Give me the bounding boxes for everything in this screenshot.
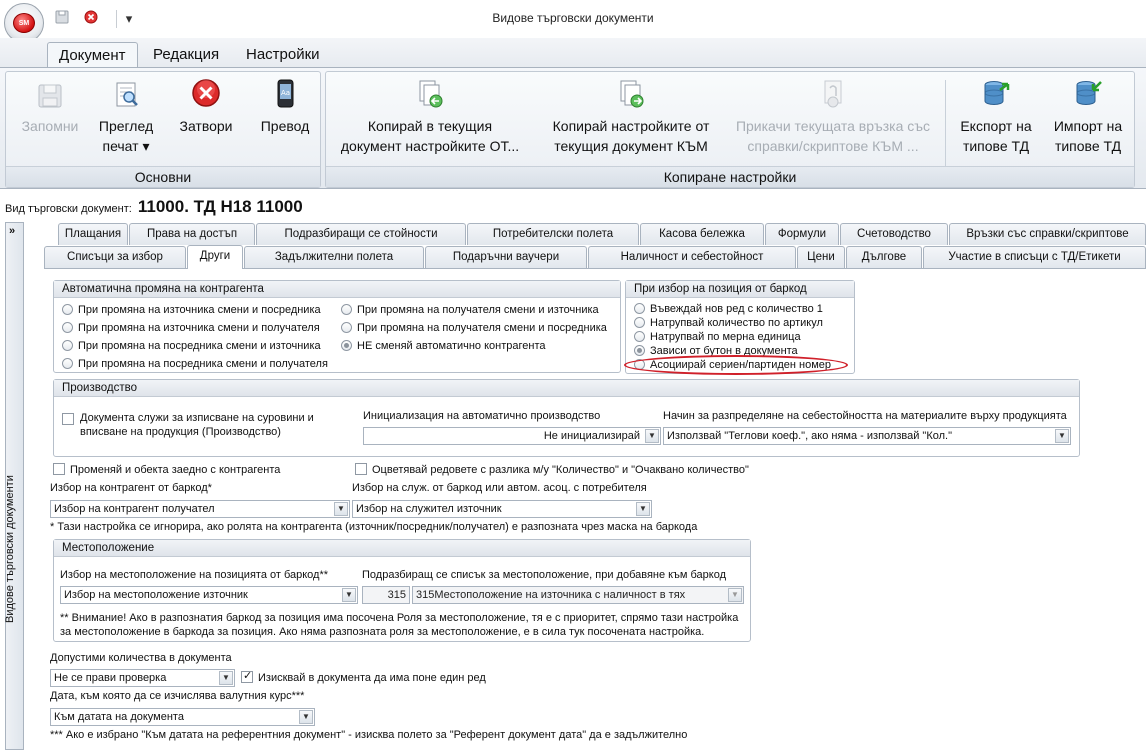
radio-label: При промяна на посредника смени и източника — [78, 340, 321, 352]
quantities-select[interactable] — [50, 669, 235, 687]
chevron-down-icon[interactable]: ▼ — [334, 502, 348, 516]
location-title: Местоположение — [54, 540, 750, 557]
radio-label: При промяна на получателя смени и източника — [357, 304, 599, 316]
radio-button[interactable] — [62, 358, 73, 369]
location-note-line2: за местоположение в баркода за позиция. Ако няма разпозната роля за местоположение, е в сила тук посочената настройка. — [60, 626, 705, 638]
attach-link-label2: справки/скриптове КЪМ ... — [747, 138, 919, 154]
close-icon — [189, 76, 223, 110]
ribbon-group-copy — [325, 71, 1135, 188]
checkbox[interactable] — [62, 413, 74, 425]
save-button[interactable] — [10, 76, 90, 136]
checkbox[interactable] — [53, 463, 65, 475]
ribbon-separator — [945, 80, 946, 166]
tab-accounting[interactable]: Счетоводство — [840, 223, 948, 245]
attach-link-label1: Прикачи текущата връзка със — [735, 118, 931, 134]
radio-label: При промяна на източника смени и получателя — [78, 322, 320, 334]
quantities-label: Допустими количества в документа — [50, 652, 232, 664]
barcode-employee-select[interactable] — [352, 500, 652, 518]
cost-distribution-select[interactable] — [663, 427, 1071, 445]
window-title: Видове търговски документи — [492, 11, 654, 25]
tab-report-links[interactable]: Връзки със справки/скриптове — [949, 223, 1146, 245]
rate-date-label: Дата, към която да се изчислява валутния курс*** — [50, 690, 305, 702]
copy-to-icon — [614, 76, 648, 110]
radio-mid-changes-src[interactable] — [62, 339, 321, 355]
location-pos-select[interactable] — [60, 586, 358, 604]
chevron-down-icon[interactable]: ▼ — [1055, 429, 1069, 443]
radio-label: При промяна на източника смени и посредника — [78, 304, 321, 316]
radio-button[interactable] — [634, 317, 645, 328]
select-value: Не инициализирай — [543, 430, 640, 442]
radio-rcv-changes-src[interactable] — [341, 303, 599, 319]
tab-gift-vouchers[interactable]: Подаръчни ваучери — [425, 246, 587, 268]
tab-default-values[interactable]: Подразбиращи се стойности — [256, 223, 466, 245]
menu-tab-edit[interactable]: Редакция — [153, 46, 220, 63]
tab-availability-cost[interactable]: Наличност и себестойност — [588, 246, 796, 268]
translate-button[interactable] — [250, 76, 320, 136]
copy-to-button[interactable] — [536, 76, 726, 156]
radio-button[interactable] — [62, 304, 73, 315]
tab-user-fields[interactable]: Потребителски полета — [467, 223, 639, 245]
checkbox[interactable] — [241, 671, 253, 683]
save-button-label: Запомни — [21, 118, 79, 134]
print-preview-button[interactable] — [90, 76, 162, 156]
copy-from-icon — [413, 76, 447, 110]
change-object-check[interactable] — [53, 463, 280, 476]
radio-label: НЕ сменяй автоматично контрагента — [357, 340, 546, 352]
chevron-down-icon[interactable]: ▼ — [636, 502, 650, 516]
import-types-label1: Импорт на — [1053, 118, 1123, 134]
auto-partner-title: Автоматична промяна на контрагента — [54, 281, 620, 298]
print-preview-label1: Преглед — [98, 118, 154, 134]
production-checkbox-label1: Документа служи за изписване на суровини и — [80, 412, 314, 424]
checkbox[interactable] — [355, 463, 367, 475]
side-panel-title: Видове търговски документи — [4, 475, 16, 623]
ribbon-group-main-label: Основни — [6, 166, 320, 187]
radio-label: Зависи от бутон в документа — [650, 345, 798, 357]
print-preview-label2: печат ▾ — [102, 138, 150, 154]
select-value: Избор на служител източник — [356, 503, 502, 515]
init-production-label: Инициализация на автоматично производство — [363, 410, 601, 422]
chevron-down-icon[interactable]: ▼ — [219, 671, 233, 685]
radio-label: При промяна на посредника смени и получателя — [78, 358, 328, 370]
location-group — [53, 539, 751, 642]
tab-required-fields[interactable]: Задължителни полета — [244, 246, 424, 268]
production-checkbox[interactable] — [62, 412, 79, 426]
tab-pick-lists[interactable]: Списъци за избор — [44, 246, 186, 268]
translate-phone-icon — [268, 76, 302, 110]
radio-button[interactable] — [634, 303, 645, 314]
location-pos-label: Избор на местоположение на позицията от баркод** — [60, 569, 329, 581]
barcode-partner-label: Избор на контрагент от баркод* — [50, 482, 212, 494]
title-bar — [0, 0, 1146, 38]
close-button[interactable] — [166, 76, 246, 136]
radio-mid-changes-rcv[interactable] — [62, 357, 328, 373]
export-types-label1: Експорт на — [960, 118, 1032, 134]
menu-bar — [0, 38, 1146, 68]
radio-no-auto-change[interactable] — [341, 339, 546, 355]
ribbon-group-main — [5, 71, 321, 188]
radio-button[interactable] — [634, 331, 645, 342]
attach-link-button[interactable] — [726, 76, 940, 156]
barcode-position-group — [625, 280, 855, 374]
qat-customize-icon[interactable]: ▾ — [125, 11, 133, 26]
barcode-position-title: При избор на позиция от баркод — [626, 281, 854, 298]
radio-label: При промяна на получателя смени и посредника — [357, 322, 607, 334]
location-note-line1: ** Внимание! Ако в разпознатия баркод за позиция има посочена Роля за местоположение, тя е с приоритет, спрямо тази настройка — [60, 612, 739, 624]
require-row-check[interactable] — [241, 671, 486, 684]
save-disk-icon — [33, 76, 67, 110]
production-title: Производство — [54, 380, 1079, 397]
copy-from-label1: Копирай в текущия — [367, 118, 493, 134]
radio-button[interactable] — [62, 322, 73, 333]
import-types-button[interactable] — [1043, 76, 1133, 156]
checkbox-label: Променяй и обекта заедно с контрагента — [70, 464, 281, 476]
doc-type-line — [5, 197, 303, 217]
copy-to-label2: текущия документ КЪМ — [554, 138, 708, 154]
menu-tab-document[interactable]: Документ — [47, 42, 138, 69]
select-value: Избор на местоположение източник — [64, 589, 248, 601]
chevron-down-icon[interactable]: ▼ — [342, 588, 356, 602]
radio-label: Натрупвай количество по артикул — [650, 317, 823, 329]
side-panel[interactable] — [5, 222, 24, 750]
select-value: Използвай "Теглови коеф.", ако няма - използвай "Кол." — [667, 430, 952, 442]
select-value: Избор на контрагент получател — [54, 503, 215, 515]
rate-date-select[interactable] — [50, 708, 315, 726]
chevron-down-icon[interactable]: ▼ — [645, 429, 659, 443]
radio-label: Натрупвай по мерна единица — [650, 331, 801, 343]
doc-type-label: Вид търговски документ: — [5, 203, 132, 215]
radio-button[interactable] — [341, 340, 352, 351]
barcode-employee-label: Избор на служ. от баркод или автом. асоц. с потребителя — [352, 482, 647, 494]
expand-chevron-icon[interactable]: » — [9, 225, 16, 237]
colorize-rows-check[interactable] — [355, 463, 749, 476]
chevron-down-icon[interactable]: ▼ — [299, 710, 313, 724]
tab-doc-lists-labels[interactable]: Участие в списъци с ТД/Етикети — [923, 246, 1146, 268]
init-production-select[interactable] — [363, 427, 661, 445]
ribbon-group-copy-label: Копиране настройки — [326, 166, 1134, 187]
radio-button[interactable] — [62, 340, 73, 351]
tab-prices[interactable]: Цени — [797, 246, 845, 268]
location-list-code[interactable]: 315 — [362, 586, 410, 604]
radio-src-changes-rcv[interactable] — [62, 321, 320, 337]
production-group — [53, 379, 1080, 457]
export-db-icon — [979, 76, 1013, 110]
select-value: 315Местоположение на източника с наличност в тях — [416, 589, 686, 601]
svg-text:Aa: Aa — [281, 89, 291, 97]
radio-button[interactable] — [634, 345, 645, 356]
cost-distribution-label: Начин за разпределяне на себестойността на материалите върху продукцията — [663, 410, 1067, 422]
radio-label: Асоциирай сериен/партиден номер — [650, 359, 832, 371]
translate-button-label: Превод — [260, 118, 310, 134]
export-types-label2: типове ТД — [962, 138, 1030, 154]
highlight-annotation — [624, 355, 848, 375]
checkbox-label: Оцветявай редовете с разлика м/у "Количество" и "Очаквано количество" — [372, 464, 749, 476]
radio-rcv-changes-mid[interactable] — [341, 321, 607, 337]
tab-debts[interactable]: Дългове — [846, 246, 922, 268]
ribbon — [0, 67, 1146, 189]
print-preview-icon — [109, 76, 143, 110]
production-checkbox-label2: вписване на продукция (Производство) — [80, 426, 281, 438]
radio-label: Въвеждай нов ред с количество 1 — [650, 303, 823, 315]
location-list-label: Подразбиращ се списък за местоположение, при добавяне към баркод — [362, 569, 726, 581]
select-value: Не се прави проверка — [54, 672, 167, 684]
doc-type-value: 11000. ТД Н18 11000 — [137, 197, 303, 216]
radio-src-changes-mid[interactable] — [62, 303, 321, 319]
chevron-down-icon[interactable]: ▼ — [728, 588, 742, 602]
partner-note: * Тази настройка се игнорира, ако ролята на контрагента (източник/посредник/получател) е разпозната чрез маска на баркода — [50, 521, 698, 533]
barcode-partner-select[interactable] — [50, 500, 350, 518]
tab-other[interactable]: Други — [187, 245, 243, 269]
tab-formulas[interactable]: Формули — [765, 223, 839, 245]
menu-tab-settings[interactable]: Настройки — [246, 46, 320, 63]
copy-from-label2: документ настройките ОТ... — [340, 138, 520, 154]
export-types-button[interactable] — [951, 76, 1041, 156]
checkbox-label: Изисквай в документа да има поне един ред — [258, 672, 486, 684]
copy-from-button[interactable] — [330, 76, 530, 156]
import-db-icon — [1071, 76, 1105, 110]
close-button-label: Затвори — [179, 118, 233, 134]
radio-button[interactable] — [341, 304, 352, 315]
tab-receipt[interactable]: Касова бележка — [640, 223, 764, 245]
copy-to-label1: Копирай настройките от — [552, 118, 710, 134]
select-value: Към датата на документа — [54, 711, 184, 723]
auto-partner-group — [53, 280, 621, 373]
radio-button[interactable] — [341, 322, 352, 333]
tab-payments[interactable]: Плащания — [58, 223, 128, 245]
import-types-label2: типове ТД — [1054, 138, 1122, 154]
app-logo-icon: SM — [13, 13, 35, 33]
attach-link-icon — [816, 76, 850, 110]
location-list-select[interactable] — [412, 586, 744, 604]
tab-access-rights[interactable]: Права на достъп — [129, 223, 255, 245]
rate-date-note: *** Ако е избрано "Към датата на референтния документ" - изисква полето за "Референт документ дата" да е задължително — [50, 729, 688, 741]
